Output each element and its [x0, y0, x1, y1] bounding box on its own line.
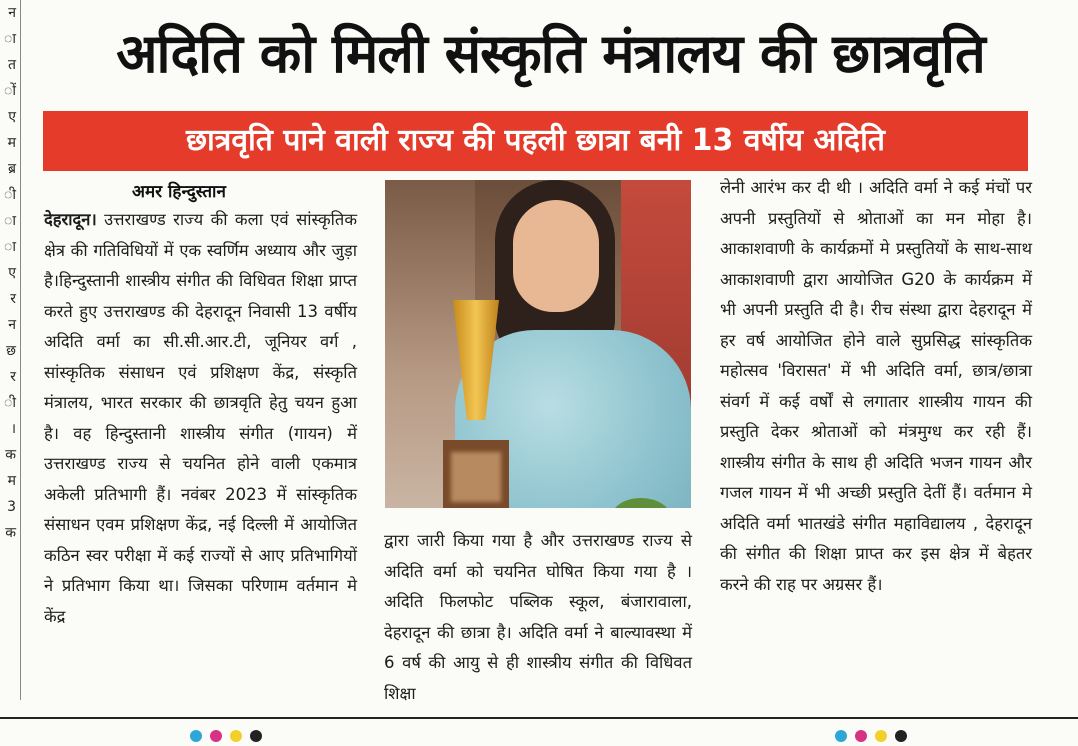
dateline: देहरादून।	[44, 210, 97, 229]
fragment-char: ा	[4, 31, 16, 47]
headline: अदिति को मिली संस्कृति मंत्रालय की छात्रवृति	[116, 22, 985, 85]
registration-marks-right	[835, 727, 915, 741]
fragment-char: ।	[10, 421, 16, 437]
adjacent-article-fragment	[0, 0, 21, 700]
fragment-char: क	[5, 447, 16, 463]
article-text: उत्तराखण्ड राज्य की कला एवं सांस्कृतिक क्षेत्र की गतिविधियों में एक स्वर्णिम अध्याय और जुड़ा है।हिन्दुस्तानी शास्त्रीय संगीत की विधिवत शिक्षा प्राप्त करते हुए उत्तराखण्ड की देहरादून निवासी 13 वर्षीय अदिति वर्मा का सी.सी.आर.टी, जूनियर वर्ग , सांस्कृतिक संसाधन एवं प्रशिक्षण केंद्र, संस्कृति मंत्रालय, भारत सरकार की छात्रवृति हेतु चयन हुआ है। वह हिन्दुस्तानी शास्त्रीय संगीत (गायन) में उत्तराखण्ड राज्य से चयनित होने वाली एकमात्र अकेली प्रतिभागी हैं। नवंबर 2023 में सांस्कृतिक संसाधन एवम प्रशिक्षण केंद्र, नई दिल्ली में आयोजित कठिन स्वर परीक्षा में कई राज्यों से आए प्रतिभागियों ने प्रतिभाग किया था। जिसका परिणाम वर्तमान मे केंद्र	[44, 210, 357, 626]
byline: अमर हिन्दुस्तान	[132, 182, 226, 202]
fragment-char: 3	[7, 499, 16, 515]
fragment-char: ा	[4, 239, 16, 255]
fragment-char: छ	[6, 343, 16, 359]
registration-dot	[250, 730, 262, 742]
fragment-char: ी	[4, 187, 16, 203]
trophy-plate-blurred	[451, 452, 501, 502]
registration-marks-left	[190, 727, 270, 741]
fragment-char: र	[10, 291, 16, 307]
fragment-char: र	[10, 369, 16, 385]
article-text: लेनी आरंभ कर दी थी । अदिति वर्मा ने कई मंचों पर अपनी प्रस्तुतियों से श्रोताओं का मन मोहा है। आकाशवाणी के कार्यक्रमों मे प्रस्तुतियों के साथ-साथ आकाशवाणी द्वारा आयोजित G20 के कार्यक्रम में भी अपनी प्रस्तुति दी है। रीच संस्था द्वारा देहरादून में हर वर्ष आयोजित होने वाले सुप्रसिद्ध सांस्कृतिक महोत्सव 'विरासत' में भी अदिति वर्मा, छात्र/छात्रा संवर्ग में कई वर्षों से लगातार शास्त्रीय गायन की प्रस्तुति देकर श्रोताओं को मंत्रमुग्ध कर रही हैं। शास्त्रीय संगीत के साथ ही अदिति भजन गायन और गजल गायन में भी अच्छी प्रस्तुति देतीं हैं। वर्तमान मे अदिति वर्मा भातखंडे संगीत महाविद्यालय , देहरादून की संगीत की शिक्षा प्राप्त कर इस क्षेत्र में बेहतर करने की राह पर अग्रसर हैं।	[720, 178, 1032, 594]
fragment-char: म	[7, 473, 16, 489]
fragment-char: ों	[4, 83, 16, 99]
registration-dot	[190, 730, 202, 742]
article-photo	[385, 180, 691, 508]
article-column-middle	[384, 526, 692, 709]
fragment-char: त	[8, 57, 16, 73]
fragment-char: म	[7, 135, 16, 151]
fragment-char: ए	[8, 265, 16, 281]
registration-dot	[895, 730, 907, 742]
fragment-char: न	[8, 5, 16, 21]
fragment-char: न	[8, 317, 16, 333]
article-column-left	[44, 205, 357, 632]
article-paragraph	[44, 205, 357, 632]
article-text: द्वारा जारी किया गया है और उत्तराखण्ड राज्य से अदिति वर्मा को चयनित घोषित किया गया है । अदिति फिलफोट पब्लिक स्कूल, बंजारावाला, देहरादून की छात्रा है। अदिति वर्मा ने बाल्यावस्था में 6 वर्ष की आयु से ही शास्त्रीय संगीत की विधिवत शिक्षा	[384, 531, 692, 703]
bottom-rule	[0, 717, 1078, 719]
fragment-char: ए	[8, 109, 16, 125]
registration-dot	[855, 730, 867, 742]
registration-dot	[230, 730, 242, 742]
registration-dot	[210, 730, 222, 742]
fragment-char: ब्र	[8, 161, 16, 177]
fragment-char: ी	[4, 395, 16, 411]
article-column-right	[720, 173, 1032, 600]
photo-subject-face	[513, 200, 599, 312]
fragment-char: क	[5, 525, 16, 541]
fragment-char: ा	[4, 213, 16, 229]
subheadline-banner: छात्रवृति पाने वाली राज्य की पहली छात्रा बनी 13 वर्षीय अदिति	[43, 111, 1028, 171]
registration-dot	[875, 730, 887, 742]
registration-dot	[835, 730, 847, 742]
